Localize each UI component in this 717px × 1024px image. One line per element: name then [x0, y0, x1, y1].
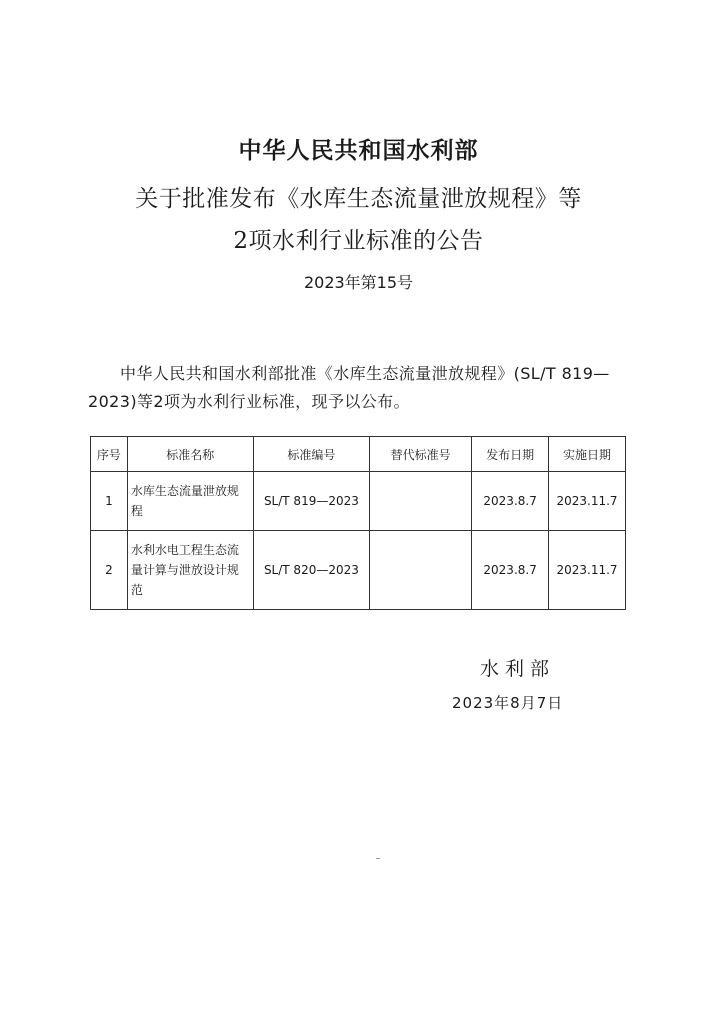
sign-date: 2023年8月7日	[452, 694, 564, 712]
standards-table	[90, 436, 626, 610]
row-replaced-code	[370, 472, 472, 531]
announcement-body: 中华人民共和国水利部批准《水库生态流量泄放规程》(SL/T 819—2023)等2项为水利行业标准，现予以公布。	[88, 364, 610, 411]
row-effective-date: 2023.11.7	[549, 531, 626, 610]
row-replaced-code	[370, 531, 472, 610]
row-publish-date: 2023.8.7	[472, 472, 549, 531]
row-standard-name: 水库生态流量泄放规程	[127, 472, 253, 531]
header-publish-date: 发布日期	[472, 437, 549, 472]
title-line-1: 关于批准发布《水库生态流量泄放规程》等	[135, 186, 582, 212]
row-index: 2	[91, 531, 128, 610]
row-standard-name: 水利水电工程生态流量计算与泄放设计规范	[127, 531, 253, 610]
row-standard-code: SL/T 819—2023	[253, 472, 369, 531]
table-row	[91, 531, 626, 610]
document-number: 2023年第15号	[303, 273, 414, 292]
page-mark	[376, 858, 380, 859]
header-effective-date: 实施日期	[549, 437, 626, 472]
table-row	[91, 472, 626, 531]
row-index: 1	[91, 472, 128, 531]
signer: 水利部	[480, 658, 556, 680]
row-standard-code: SL/T 820—2023	[253, 531, 369, 610]
header-standard-code: 标准编号	[253, 437, 369, 472]
row-publish-date: 2023.8.7	[472, 531, 549, 610]
title-line-2: 2项水利行业标准的公告	[233, 228, 484, 254]
table-header-row	[91, 437, 626, 472]
header-standard-name: 标准名称	[127, 437, 253, 472]
issuer-heading: 中华人民共和国水利部	[238, 137, 479, 164]
header-replaced-code: 替代标准号	[370, 437, 472, 472]
row-effective-date: 2023.11.7	[549, 472, 626, 531]
header-index: 序号	[91, 437, 128, 472]
